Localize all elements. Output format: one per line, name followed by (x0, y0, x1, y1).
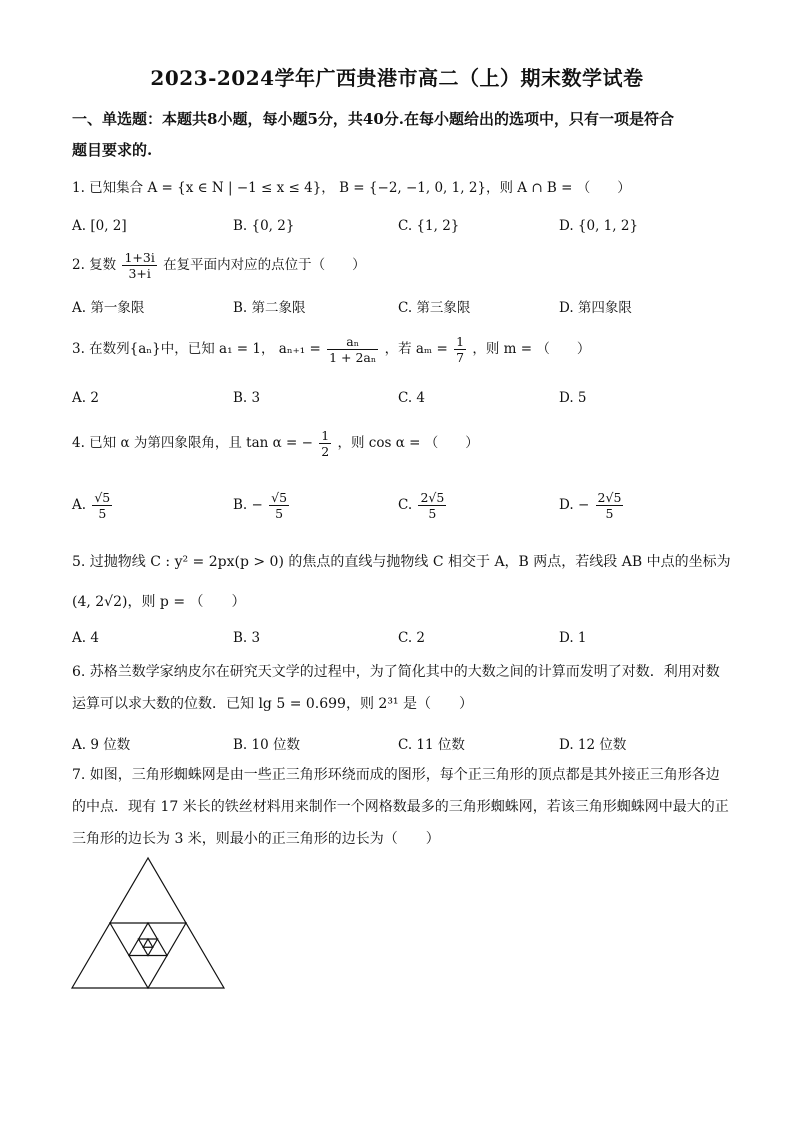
option-b: B. 第二象限 (233, 300, 306, 316)
option-c: C. 4 (398, 390, 426, 406)
option-d: D. 5 (559, 390, 587, 406)
section-header (72, 104, 732, 166)
question-3 (72, 334, 732, 365)
fraction-denominator: 5 (98, 506, 107, 521)
question-3-stem-mid: ，若 aₘ = (384, 341, 448, 357)
fraction-numerator: aₙ (327, 334, 378, 350)
option-a: A. [0, 2] (72, 218, 127, 234)
option-a: A. 9 位数 (72, 737, 131, 753)
option-b (233, 490, 291, 521)
fraction-numerator: 1+3i (124, 250, 155, 265)
fraction-denominator: 1 + 2aₙ (329, 350, 377, 365)
question-3-stem-pre: 3. 在数列{aₙ}中，已知 a₁ = 1， aₙ₊₁ = (72, 341, 321, 357)
option-d (559, 490, 625, 521)
fraction-numerator: 1 (456, 334, 465, 349)
fraction-numerator: 2√5 (597, 490, 622, 505)
question-3-fraction-1 (327, 334, 378, 365)
question-5-options (72, 630, 732, 652)
question-4-stem-pre: 4. 已知 α 为第四象限角，且 tan α = − (72, 435, 313, 451)
option-c: C. 2 (398, 630, 426, 646)
question-1-options (72, 218, 732, 240)
option-c (398, 490, 448, 521)
question-7-line2: 的中点．现有 17 米长的铁丝材料用来制作一个网格数最多的三角形蜘蛛网，若该三角形蜘蛛网中最大的正 (72, 799, 729, 815)
option-b: B. {0, 2} (233, 218, 295, 234)
question-5-line1: 5. 过抛物线 C : y² = 2px(p > 0) 的焦点的直线与抛物线 C 相交于 A，B 两点，若线段 AB 中点的坐标为 (72, 554, 731, 570)
option-a (72, 490, 114, 521)
option-fraction (418, 490, 446, 521)
option-label: C. (398, 497, 413, 513)
question-4-stem-post: ，则 cos α = （ ） (337, 435, 479, 451)
option-d: D. {0, 1, 2} (559, 218, 639, 234)
question-5-line2: (4, 2√2)，则 p = （ ） (72, 594, 246, 610)
option-b: B. 3 (233, 390, 261, 406)
question-3-options (72, 390, 732, 412)
fraction-denominator: 5 (605, 506, 614, 521)
question-2-stem-post: 在复平面内对应的点位于（ ） (163, 257, 366, 273)
option-a: A. 4 (72, 630, 99, 646)
fraction-denominator: 5 (428, 506, 437, 521)
question-6-options (72, 733, 732, 755)
option-a: A. 2 (72, 390, 99, 406)
question-1-stem: 1. 已知集合 A = {x ∈ N | −1 ≤ x ≤ 4}， B = {−2, −1, 0, 1, 2}，则 A ∩ B = （ ） (72, 180, 631, 196)
option-d: D. 12 位数 (559, 737, 627, 753)
question-6 (72, 656, 732, 720)
fraction-numerator: 1 (321, 428, 330, 443)
question-1 (72, 178, 732, 198)
question-6-line1: 6. 苏格兰数学家纳皮尔在研究天文学的过程中，为了简化其中的大数之间的计算而发明了对数．利用对数 (72, 664, 720, 680)
question-4-fraction (319, 428, 331, 459)
fraction-denominator: 2 (321, 444, 330, 459)
question-6-line2: 运算可以求大数的位数．已知 lg 5 = 0.699，则 2³¹ 是（ ） (72, 696, 473, 712)
question-7 (72, 759, 732, 855)
question-5 (72, 546, 732, 618)
fraction-denominator: 7 (456, 350, 465, 365)
option-b: B. 3 (233, 630, 261, 646)
question-2 (72, 250, 732, 281)
option-label: D. (559, 497, 574, 513)
page-title: 2023-2024学年广西贵港市高二（上）期末数学试卷 (150, 66, 644, 90)
triangle-spiderweb-icon (70, 856, 226, 992)
option-sign: − (577, 497, 590, 513)
option-c: C. 第三象限 (398, 300, 471, 316)
question-4-options (72, 490, 732, 530)
option-b: B. 10 位数 (233, 737, 300, 753)
fraction-denominator: 5 (275, 506, 284, 521)
question-2-fraction (122, 250, 156, 281)
question-2-stem-pre: 2. 复数 (72, 257, 117, 273)
option-label: B. (233, 497, 248, 513)
question-3-stem-post: ，则 m = （ ） (472, 341, 591, 357)
option-d: D. 1 (559, 630, 587, 646)
question-2-options (72, 296, 732, 318)
question-4 (72, 428, 732, 459)
option-d: D. 第四象限 (559, 300, 632, 316)
question-3-fraction-2 (454, 334, 466, 365)
section-header-line2: 题目要求的. (72, 141, 153, 159)
option-a: A. 第一象限 (72, 300, 145, 316)
option-fraction (596, 490, 624, 521)
option-sign: − (251, 497, 263, 513)
fraction-numerator: √5 (271, 490, 288, 505)
question-7-line1: 7. 如图，三角形蜘蛛网是由一些正三角形环绕而成的图形，每个正三角形的顶点都是其外接正三角形各边 (72, 767, 720, 783)
option-fraction (92, 490, 112, 521)
fraction-denominator: 3+i (128, 266, 151, 281)
option-c: C. 11 位数 (398, 737, 465, 753)
triangle-spiderweb-figure (70, 856, 226, 996)
section-header-line1: 一、单选题：本题共8小题，每小题5分，共40分.在每小题给出的选项中，只有一项是符合 (72, 110, 674, 128)
fraction-numerator: √5 (94, 490, 111, 505)
fraction-numerator: 2√5 (420, 490, 445, 505)
question-7-line3: 三角形的边长为 3 米，则最小的正三角形的边长为（ ） (72, 831, 440, 847)
option-c: C. {1, 2} (398, 218, 460, 234)
option-label: A. (72, 497, 87, 513)
option-fraction (269, 490, 289, 521)
